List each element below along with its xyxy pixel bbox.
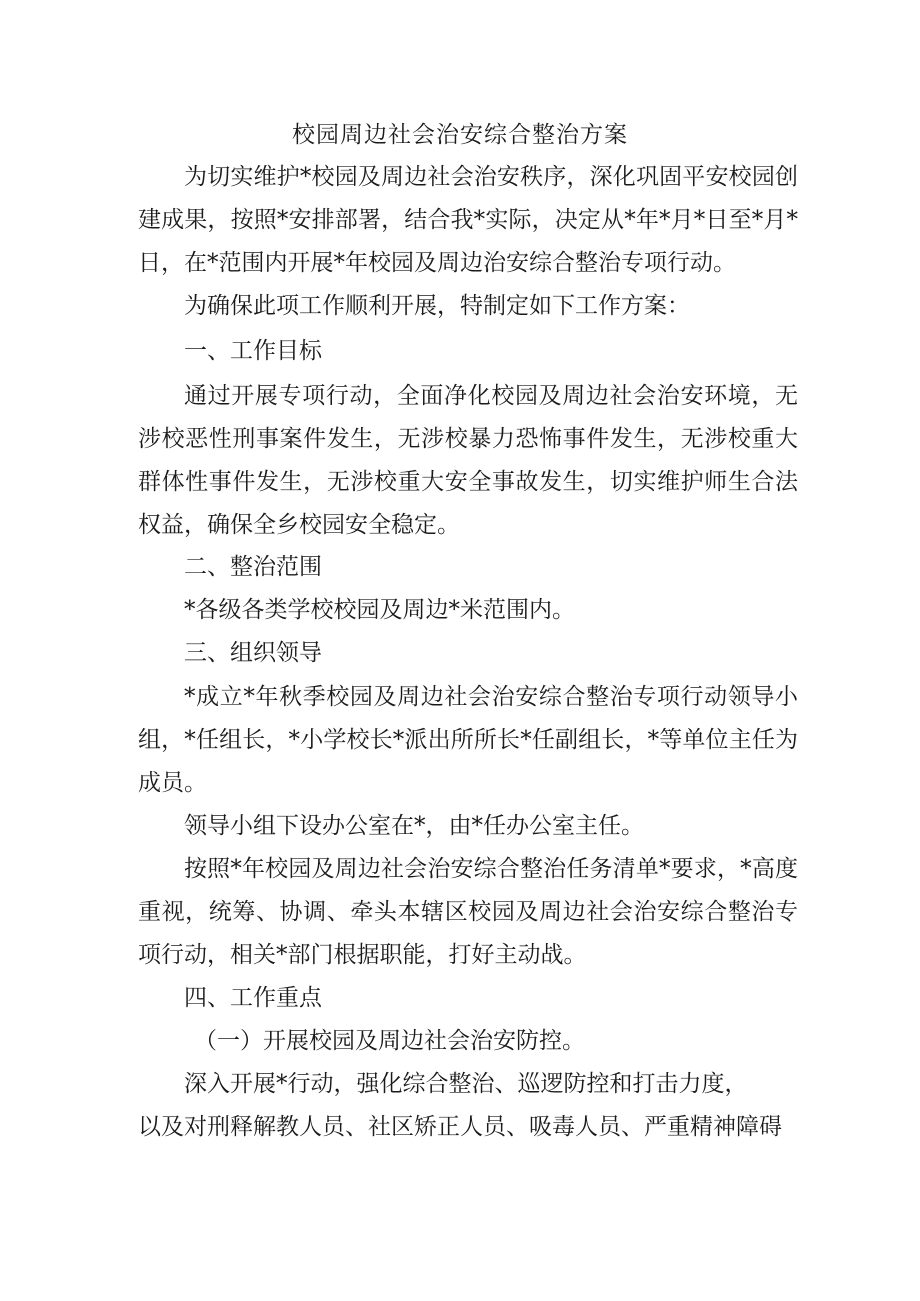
document-title: 校园周边社会治安综合整治方案 <box>292 122 628 148</box>
section-heading-organization: 三、组织领导 <box>184 640 322 666</box>
organization-paragraph: *成立*年秋季校园及周边社会治安综合整治专项行动领导小组，*任组长，*小学校长*派出所所长*任副组长，*等单位主任为成员。 <box>138 684 798 796</box>
section-heading-focus: 四、工作重点 <box>184 985 322 1011</box>
section-heading-scope: 二、整治范围 <box>184 554 322 580</box>
prevention-paragraph-line-1: 深入开展*行动，强化综合整治、巡逻防控和打击力度， <box>184 1071 748 1097</box>
intro-paragraph: 为切实维护*校园及周边社会治安秩序，深化巩固平安校园创建成果，按照*安排部署，结合我*实际，决定从*年*月*日至*月*日，在*范围内开展*年校园及周边治安综合整治专项行动。 <box>138 164 798 276</box>
scope-paragraph: *各级各类学校校园及周边*米范围内。 <box>184 597 575 623</box>
subsection-heading-prevention: （一）开展校园及周边社会治安防控。 <box>194 1028 585 1054</box>
purpose-paragraph: 为确保此项工作顺利开展，特制定如下工作方案： <box>184 293 690 319</box>
prevention-paragraph-line-2: 以及对刑释解教人员、社区矫正人员、吸毒人员、严重精神障碍 <box>138 1114 782 1140</box>
section-heading-goals: 一、工作目标 <box>184 338 322 364</box>
office-paragraph: 领导小组下设办公室在*，由*任办公室主任。 <box>184 813 644 839</box>
goals-paragraph: 通过开展专项行动，全面净化校园及周边社会治安环境，无涉校恶性刑事案件发生，无涉校暴力恐怖事件发生，无涉校重大群体性事件发生，无涉校重大安全事故发生，切实维护师生合法权益，确保全乡校园安全稳定。 <box>138 383 798 538</box>
task-paragraph: 按照*年校园及周边社会治安综合整治任务清单*要求，*高度重视，统筹、协调、牵头本辖区校园及周边社会治安综合整治专项行动，相关*部门根据职能，打好主动战。 <box>138 856 798 968</box>
